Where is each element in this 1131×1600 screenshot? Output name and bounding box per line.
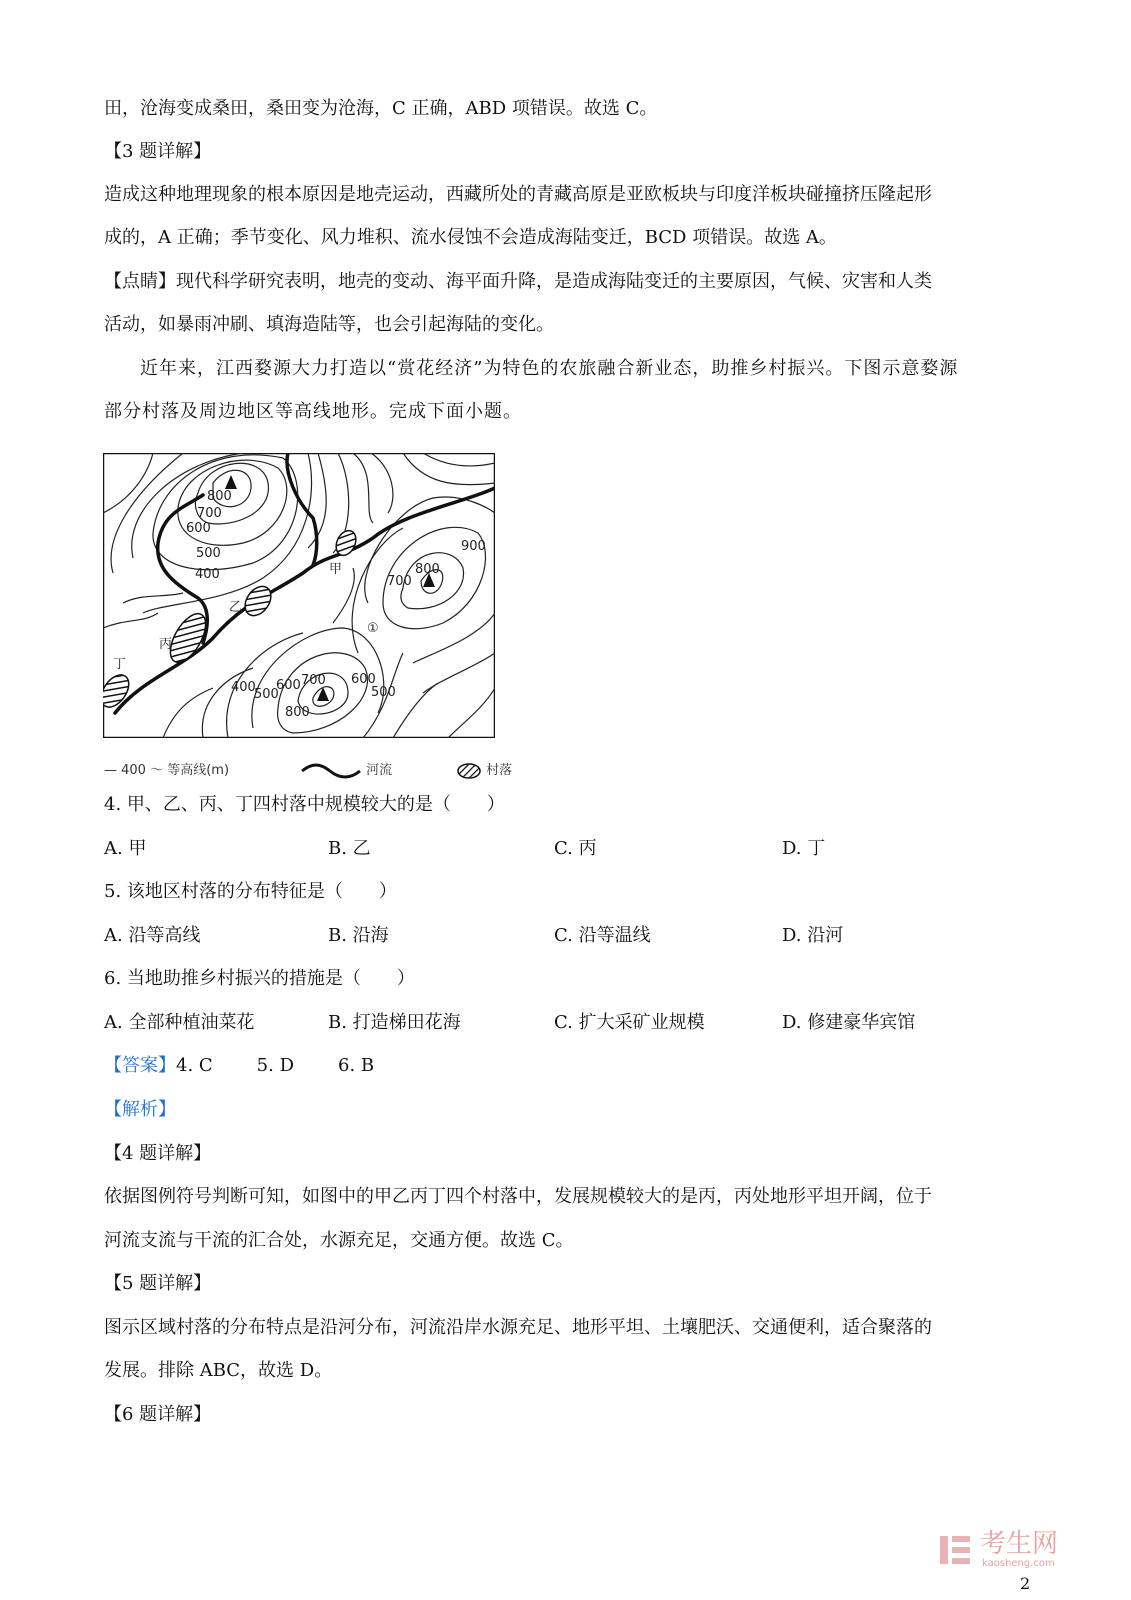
intro-line: 部分村落及周边地区等高线地形。完成下面小题。 [104, 401, 522, 422]
text-line: 图示区域村落的分布特点是沿河分布，河流沿岸水源充足、地形平坦、土壤肥沃、交通便利，适合聚落的 [104, 1317, 932, 1338]
contour-map [103, 453, 495, 738]
legend-contour-text: 等高线(m) [167, 763, 230, 778]
contour-label: 700 [197, 506, 222, 521]
question-5-stem: 5. 该地区村落的分布特征是（ ） [104, 881, 397, 902]
text-line: 成的，A 正确；季节变化、风力堆积、流水侵蚀不会造成海陆变迁，BCD 项错误。故选 A。 [104, 227, 837, 248]
answer-row [104, 1054, 374, 1078]
marker-1: ① [367, 621, 379, 636]
text-line: 造成这种地理现象的根本原因是地壳运动，西藏所处的青藏高原是亚欧板块与印度洋板块碰撞挤压隆起形 [104, 184, 932, 205]
watermark-logo-icon [938, 1532, 974, 1568]
answer-5: 5. D [256, 1055, 294, 1076]
text-line: 田，沧海变成桑田，桑田变为沧海，C 正确，ABD 项错误。故选 C。 [104, 98, 658, 119]
q4-option-b: B. 乙 [328, 838, 371, 859]
contour-label: 800 [285, 705, 310, 720]
contour-label: 800 [415, 562, 440, 577]
river-legend-icon [300, 763, 362, 779]
q4-option-c: C. 丙 [554, 838, 597, 859]
contour-label: 500 [196, 546, 221, 561]
legend-village-text: 村落 [486, 763, 513, 778]
legend-contour: — 400 ～ 等高线(m) [104, 763, 230, 778]
village-label-yi: 乙 [229, 600, 243, 615]
q6-option-d: D. 修建豪华宾馆 [782, 1012, 916, 1033]
contour-label: 800 [207, 489, 232, 504]
watermark-url: kaosheng.com [982, 1558, 1055, 1569]
q6-option-c: C. 扩大采矿业规模 [554, 1012, 705, 1033]
contour-label: 400 [195, 567, 220, 582]
q4-option-d: D. 丁 [782, 838, 826, 859]
q5-option-b: B. 沿海 [328, 925, 389, 946]
contour-label: 700 [301, 673, 326, 688]
tip-line: 【点睛】现代科学研究表明，地壳的变动、海平面升降，是造成海陆变迁的主要原因，气候、灾害和人类 [104, 271, 932, 292]
question-6-stem: 6. 当地助推乡村振兴的措施是（ ） [104, 968, 415, 989]
village-label-ding: 丁 [113, 657, 127, 672]
tip-line: 活动，如暴雨冲刷、填海造陆等，也会引起海陆的变化。 [104, 314, 554, 335]
answer-6: 6. B [338, 1055, 375, 1076]
q5-option-d: D. 沿河 [782, 925, 844, 946]
contour-label: 400 [231, 680, 256, 695]
contour-label: 600 [186, 521, 211, 536]
contour-label: 700 [387, 574, 412, 589]
village-label-jia: 甲 [329, 562, 343, 577]
q5-option-c: C. 沿等温线 [554, 925, 651, 946]
answer-label: 【答案】 [104, 1055, 176, 1076]
legend-village [456, 760, 512, 782]
q6-option-a: A. 全部种植油菜花 [104, 1012, 255, 1033]
watermark [938, 1530, 1108, 1570]
intro-line: 近年来，江西婺源大力打造以“赏花经济”为特色的农旅融合新业态，助推乡村振兴。下图示意婺源 [140, 358, 959, 379]
q4-header: 【4 题详解】 [104, 1143, 212, 1164]
legend-river-text: 河流 [366, 763, 393, 778]
text-line: 河流支流与干流的汇合处，水源充足，交通方便。故选 C。 [104, 1230, 574, 1251]
village-legend-icon [456, 762, 482, 780]
village-label-bing: 丙 [159, 637, 173, 652]
contour-label: 500 [371, 685, 396, 700]
answer-4: 4. C [176, 1055, 213, 1076]
analysis-label: 【解析】 [104, 1099, 176, 1120]
q5-option-a: A. 沿等高线 [104, 925, 201, 946]
legend-river [300, 760, 392, 782]
contour-label: 500 [254, 687, 279, 702]
text-line: 发展。排除 ABC，故选 D。 [104, 1360, 333, 1381]
legend-contour-value: 400 [121, 763, 146, 778]
q4-option-a: A. 甲 [104, 838, 147, 859]
q6-option-b: B. 打造梯田花海 [328, 1012, 461, 1033]
q6-header: 【6 题详解】 [104, 1404, 212, 1425]
question-4-stem: 4. 甲、乙、丙、丁四村落中规模较大的是（ ） [104, 794, 505, 815]
q3-header: 【3 题详解】 [104, 141, 212, 162]
text-line: 依据图例符号判断可知，如图中的甲乙丙丁四个村落中，发展规模较大的是丙，丙处地形平坦开阔，位于 [104, 1186, 932, 1207]
watermark-text: 考生网 [980, 1529, 1059, 1559]
contour-label: 900 [461, 539, 486, 554]
contour-label: 600 [351, 672, 376, 687]
q5-header: 【5 题详解】 [104, 1273, 212, 1294]
page-number: 2 [1020, 1574, 1031, 1593]
contour-label: 600 [276, 678, 301, 693]
